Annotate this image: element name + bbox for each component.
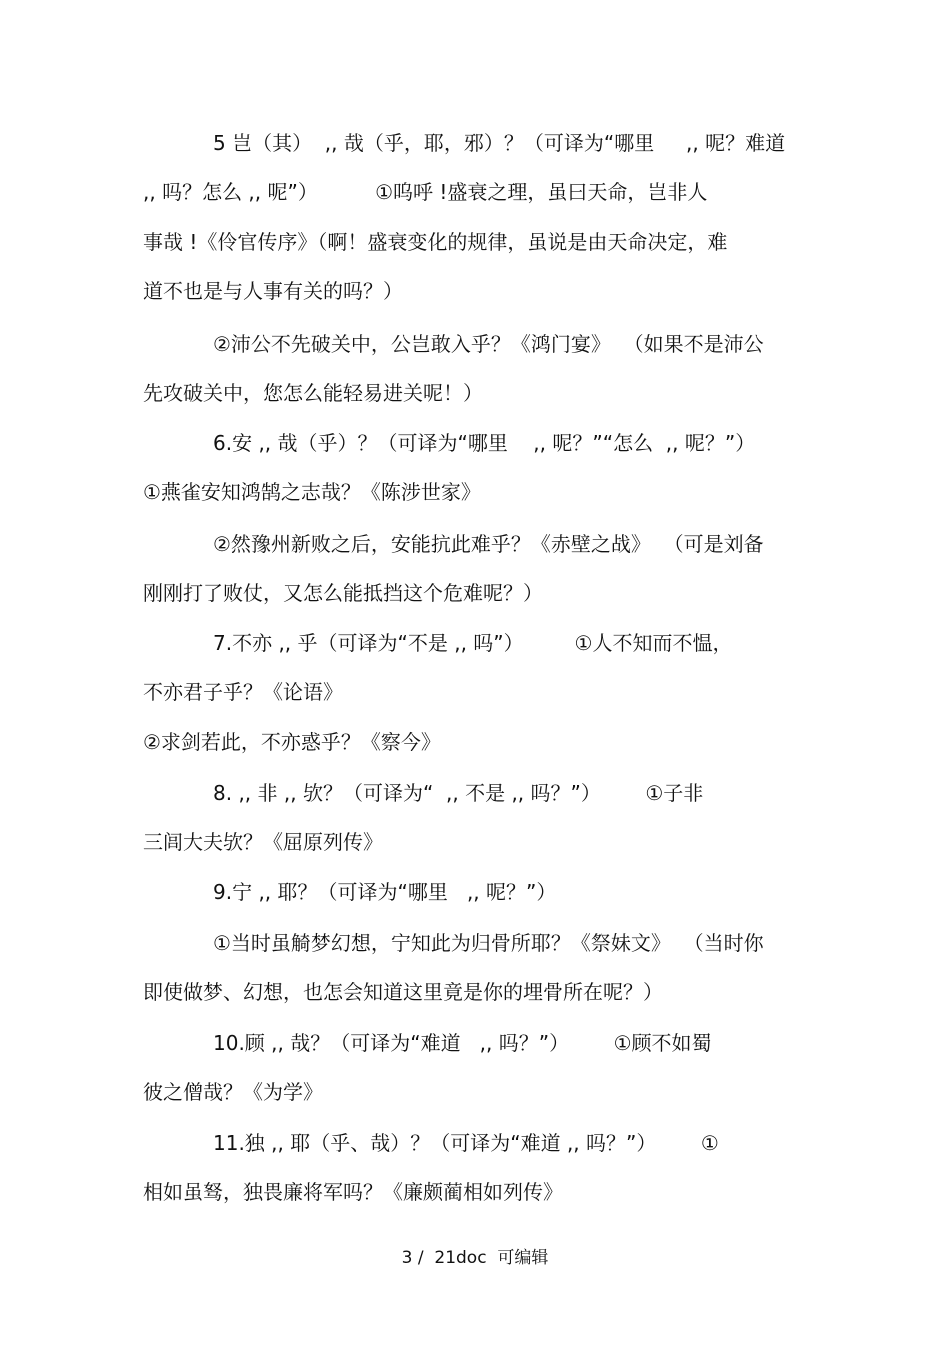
text-line: 11.独 ,, 耶（乎、哉）？（可译为“难道 ,, 吗？”） ① bbox=[213, 1131, 719, 1155]
text-line: 7.不亦 ,, 乎（可译为“不是 ,, 吗”） ①人不知而不愠， bbox=[213, 631, 733, 655]
text-line: 5 岂（其） ,, 哉（乎，耶，邪）？（可译为“哪里 ,, 呢？难道 bbox=[213, 131, 786, 155]
text-line: 相如虽驽，独畏廉将军吗？《廉颇蔺相如列传》 bbox=[143, 1180, 563, 1204]
text-line: 9.宁 ,, 耶？（可译为“哪里 ,, 呢？”） bbox=[213, 880, 557, 904]
text-line: ②然豫州新败之后，安能抗此难乎？《赤壁之战》 （可是刘备 bbox=[213, 532, 764, 556]
text-line: ①燕雀安知鸿鹄之志哉？《陈涉世家》 bbox=[143, 480, 481, 504]
text-line: ①当时虽觭梦幻想，宁知此为归骨所耶？《祭妹文》 （当时你 bbox=[213, 931, 764, 955]
text-line: 8. ,, 非 ,, 欤？（可译为“ ,, 不是 ,, 吗？”） ①子非 bbox=[213, 781, 704, 805]
text-line: ②求剑若此，不亦惑乎？《察今》 bbox=[143, 730, 441, 754]
text-line: 先攻破关中，您怎么能轻易进关呢！） bbox=[143, 381, 483, 405]
text-line: 刚刚打了败仗，又怎么能抵挡这个危难呢？） bbox=[143, 581, 543, 605]
text-line: 道不也是与人事有关的吗？） bbox=[143, 279, 403, 303]
text-line: 三闾大夫欤？《屈原列传》 bbox=[143, 830, 383, 854]
text-line: ,, 吗？怎么 ,, 呢”） ①呜呼 !盛衰之理，虽曰天命，岂非人 bbox=[143, 180, 708, 204]
text-line: 事哉 !《伶官传序》（啊！盛衰变化的规律，虽说是由天命决定，难 bbox=[143, 230, 728, 254]
text-line: 即使做梦、幻想，也怎会知道这里竟是你的埋骨所在呢？） bbox=[143, 980, 663, 1004]
text-line: 6.安 ,, 哉（乎）？（可译为“哪里 ,, 呢？”“怎么 ,, 呢？”） bbox=[213, 431, 756, 455]
text-line: 10.顾 ,, 哉？（可译为“难道 ,, 吗？”） ①顾不如蜀 bbox=[213, 1031, 712, 1055]
page-footer: 3 / 21doc 可编辑 bbox=[401, 1248, 549, 1268]
text-line: 不亦君子乎？《论语》 bbox=[143, 680, 343, 704]
text-line: 彼之僧哉？《为学》 bbox=[143, 1080, 323, 1104]
text-line: ②沛公不先破关中，公岂敢入乎？《鸿门宴》 （如果不是沛公 bbox=[213, 332, 764, 356]
